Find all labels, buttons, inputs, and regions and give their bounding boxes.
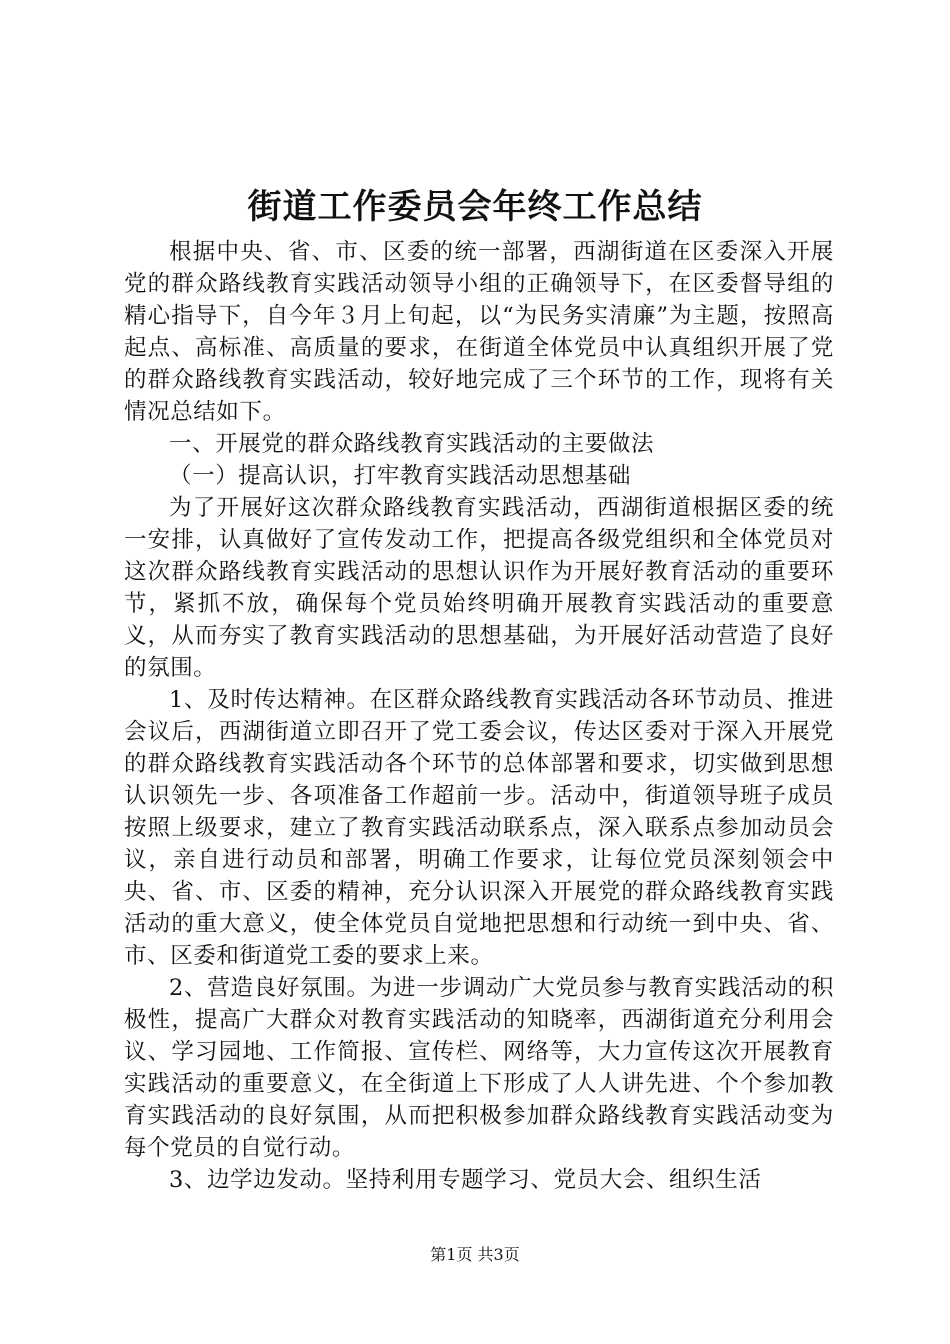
paragraph-intro: 根据中央、省、市、区委的统一部署，西湖街道在区委深入开展党的群众路线教育实践活动领导小组的正确领导下，在区委督导组的精心指导下，自今年３月上旬起，以“为民务实清廉”为主题，按照高起点、高标准、高质量的要求，在街道全体党员中认真组织开展了党的群众路线教育实践活动，较好地完成了三个环节的工作，现将有关情况总结如下。 — [124, 239, 834, 425]
paragraph: 2、营造良好氛围。为进一步调动广大党员参与教育实践活动的积极性，提高广大群众对教育实践活动的知晓率，西湖街道充分利用会议、学习园地、工作简报、宣传栏、网络等，大力宣传这次开展教育实践活动的重要意义，在全街道上下形成了人人讲先进、个个参加教育实践活动的良好氛围，从而把积极参加群众路线教育实践活动变为每个党员的自觉行动。 — [124, 975, 834, 1161]
section-heading: 一、开展党的群众路线教育实践活动的主要做法 — [169, 431, 655, 457]
page-footer: 第1页 共3页 — [430, 1245, 520, 1264]
subsection-heading: （一）提高认识，打牢教育实践活动思想基础 — [169, 463, 632, 489]
paragraph: 1、及时传达精神。在区群众路线教育实践活动各环节动员、推进会议后，西湖街道立即召开了党工委会议，传达区委对于深入开展党的群众路线教育实践活动各个环节的总体部署和要求，切实做到思想认识领先一步、各项准备工作超前一步。活动中，街道领导班子成员按照上级要求，建立了教育实践活动联系点，深入联系点参加动员会议，亲自进行动员和部署，明确工作要求，让每位党员深刻领会中央、省、市、区委的精神，充分认识深入开展党的群众路线教育实践活动的重大意义，使全体党员自觉地把思想和行动统一到中央、省、市、区委和街道党工委的要求上来。 — [124, 687, 834, 969]
paragraph: 为了开展好这次群众路线教育实践活动，西湖街道根据区委的统一安排，认真做好了宣传发动工作，把提高各级党组织和全体党员对这次群众路线教育实践活动的思想认识作为开展好教育活动的重要环节，紧抓不放，确保每个党员始终明确开展教育实践活动的重要意义，从而夯实了教育实践活动的思想基础，为开展好活动营造了良好的氛围。 — [124, 495, 834, 681]
paragraph: 3、边学边发动。坚持利用专题学习、党员大会、组织生活 — [169, 1167, 762, 1193]
document-title: 街道工作委员会年终工作总结 — [247, 187, 703, 227]
document-body — [124, 236, 834, 1196]
